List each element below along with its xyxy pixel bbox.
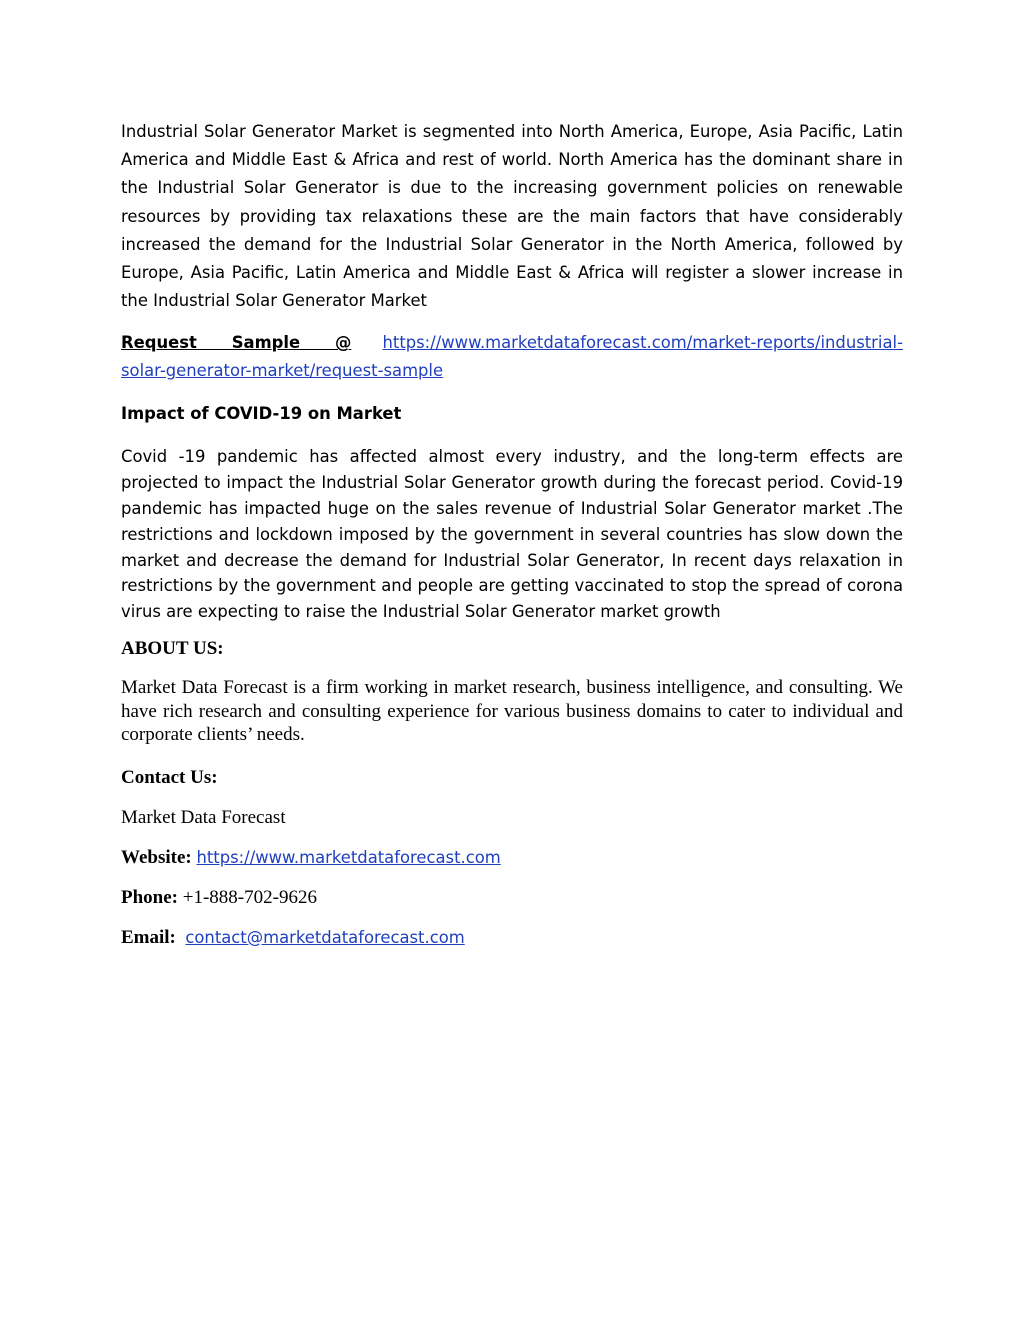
contact-heading: Contact Us: (121, 766, 218, 788)
email-line (121, 925, 903, 951)
request-sample-label: Request Sample @ (121, 333, 352, 353)
request-sample-link[interactable]: https://www.marketdataforecast.com/market-reports/industrial-solar-generator-market/request-sample (121, 333, 903, 381)
about-paragraph: Market Data Forecast is a firm working in market research, business intelligence, and consulting. We have rich research and consulting experience for various business domains to cater to individual and corporate clients’ needs. (121, 677, 903, 745)
website-line (121, 845, 903, 871)
covid-heading: Impact of COVID-19 on Market (121, 404, 402, 424)
covid-paragraph: Covid -19 pandemic has affected almost every industry, and the long-term effects are projected to impact the Industrial Solar Generator growth during the forecast period. Covid-19 pandemic has impacted huge on the sales revenue of Industrial Solar Generator market .The restrictions and lockdown imposed by the government in several countries has slow down the market and decrease the demand for Industrial Solar Generator, In recent days relaxation in restrictions by the government and people are getting vaccinated to stop the spread of corona virus are expecting to raise the Industrial Solar Generator market growth (121, 447, 903, 622)
request-sample-line (121, 329, 903, 385)
email-link[interactable]: contact@marketdataforecast.com (185, 927, 465, 947)
company-name: Market Data Forecast (121, 806, 286, 828)
phone-line (121, 885, 903, 911)
document-page (121, 118, 903, 965)
email-label: Email: (121, 926, 176, 948)
phone-label: Phone: (121, 886, 178, 908)
intro-paragraph: Industrial Solar Generator Market is segmented into North America, Europe, Asia Pacific, Latin America and Middle East & Africa and rest of world. North America has the dominant share in the Industrial Solar Generator is due to the increasing government policies on renewable resources by providing tax relaxations these are the main factors that have considerably increased the demand for the Industrial Solar Generator in the North America, followed by Europe, Asia Pacific, Latin America and Middle East & Africa will register a slower increase in the Industrial Solar Generator Market (121, 122, 903, 311)
phone-value: +1-888-702-9626 (182, 886, 317, 908)
website-link[interactable]: https://www.marketdataforecast.com (196, 847, 501, 867)
website-label: Website: (121, 846, 192, 868)
about-heading: ABOUT US: (121, 638, 224, 659)
